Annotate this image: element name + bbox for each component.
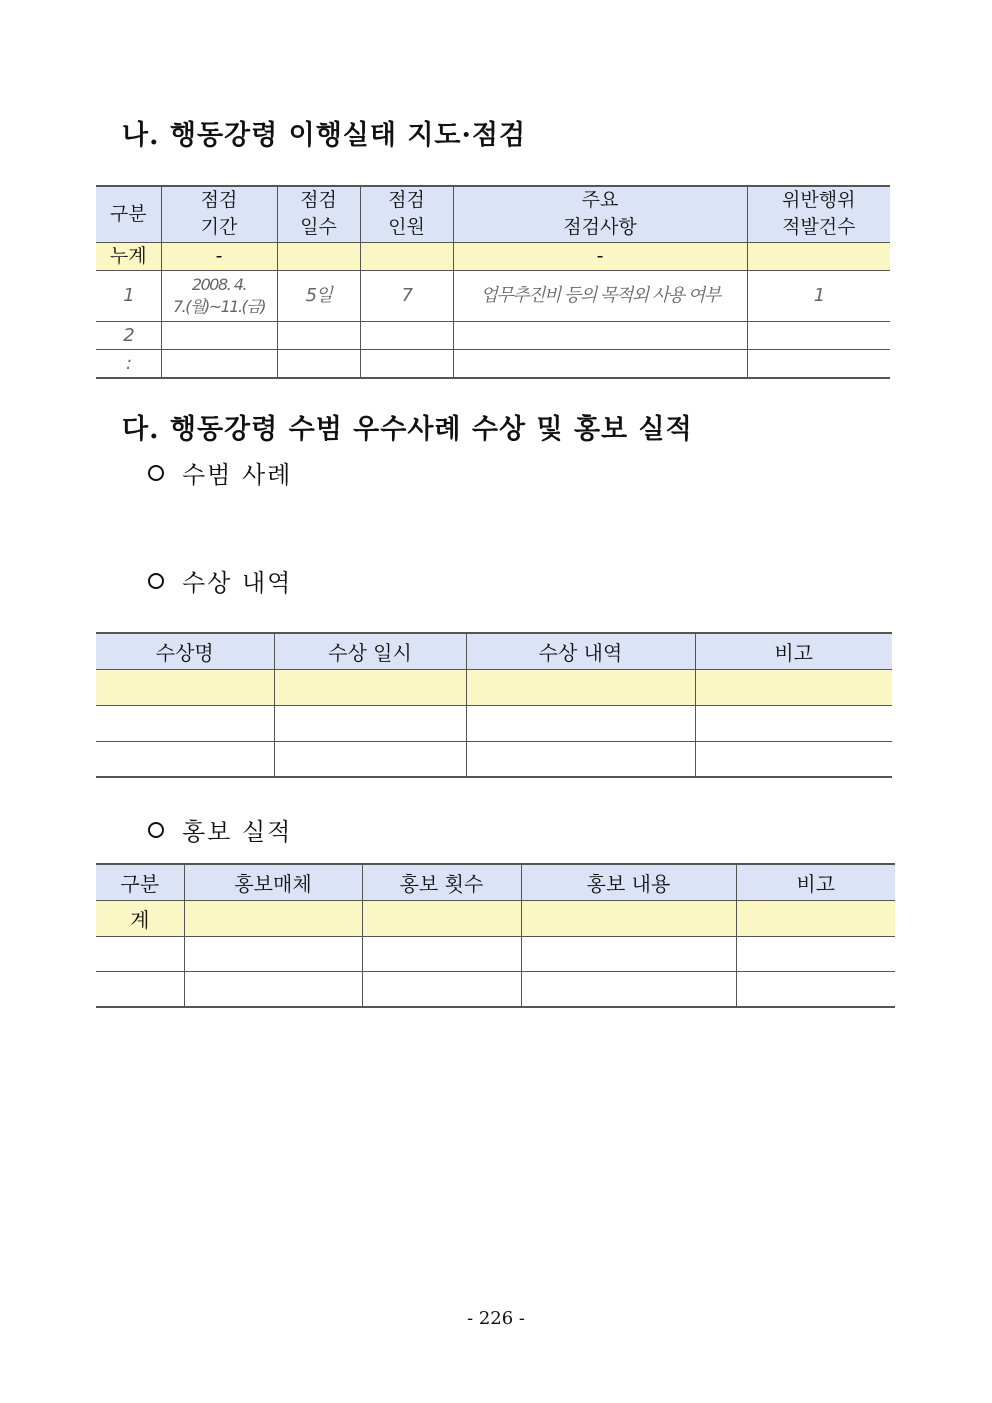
table-cell xyxy=(521,936,736,971)
table-cell xyxy=(184,936,362,971)
table-cell: 계 xyxy=(96,900,184,936)
table-cell xyxy=(362,936,521,971)
header-main-items: 주요 점검사항 xyxy=(453,186,747,242)
table-cell xyxy=(747,321,890,349)
table-cell xyxy=(521,971,736,1007)
header-days: 점검 일수 xyxy=(277,186,360,242)
table-cell xyxy=(277,242,360,270)
table-header-row xyxy=(96,186,890,242)
table-header-row xyxy=(96,633,892,669)
table-cell xyxy=(274,705,466,741)
bullet-label: 홍보 실적 xyxy=(182,818,293,846)
table-cell xyxy=(747,242,890,270)
table-cell xyxy=(736,971,895,1007)
table-cell: - xyxy=(453,242,747,270)
table-cell xyxy=(453,321,747,349)
table-cell xyxy=(274,669,466,705)
table-cell xyxy=(747,349,890,378)
table-row xyxy=(96,936,895,971)
table-cell xyxy=(736,900,895,936)
table-row xyxy=(96,705,892,741)
table-row xyxy=(96,321,890,349)
table-cell: 2 xyxy=(96,321,161,349)
header-remarks: 비고 xyxy=(736,864,895,900)
table-header-row xyxy=(96,864,895,900)
header-staff: 점검 인원 xyxy=(360,186,453,242)
table-cell xyxy=(96,669,274,705)
table-cell xyxy=(695,705,892,741)
bullet-promotion xyxy=(148,812,292,847)
table-cell: : xyxy=(96,349,161,378)
table-cell xyxy=(466,669,695,705)
header-violations: 위반행위 적발건수 xyxy=(747,186,890,242)
table-row xyxy=(96,270,890,321)
header-media: 홍보매체 xyxy=(184,864,362,900)
header-count: 홍보 횟수 xyxy=(362,864,521,900)
inspection-table xyxy=(96,185,890,379)
table-cell: 업무추진비 등의 목적외 사용 여부 xyxy=(453,270,747,321)
table-cell xyxy=(161,349,277,378)
table-cell xyxy=(453,349,747,378)
table-cell xyxy=(274,741,466,777)
table-cell xyxy=(184,900,362,936)
table-cell xyxy=(96,936,184,971)
table-cell xyxy=(695,669,892,705)
table-cell xyxy=(360,321,453,349)
total-row xyxy=(96,242,890,270)
bullet-exemplary xyxy=(148,455,292,490)
table-row xyxy=(96,669,892,705)
table-cell xyxy=(695,741,892,777)
header-category: 구분 xyxy=(96,186,161,242)
awards-table xyxy=(96,632,892,778)
header-award-name: 수상명 xyxy=(96,633,274,669)
header-period: 점검 기간 xyxy=(161,186,277,242)
header-remarks: 비고 xyxy=(695,633,892,669)
table-cell xyxy=(360,349,453,378)
table-row xyxy=(96,741,892,777)
table-cell: 1 xyxy=(96,270,161,321)
section-da-title: 다. 행동강령 수범 우수사례 수상 및 홍보 실적 xyxy=(122,414,693,445)
table-cell xyxy=(277,321,360,349)
table-cell xyxy=(521,900,736,936)
table-cell: 7 xyxy=(360,270,453,321)
section-na-title: 나. 행동강령 이행실태 지도·점검 xyxy=(122,120,527,151)
table-cell xyxy=(96,971,184,1007)
table-cell xyxy=(466,741,695,777)
table-cell: 5일 xyxy=(277,270,360,321)
table-cell xyxy=(184,971,362,1007)
header-content: 홍보 내용 xyxy=(521,864,736,900)
table-cell xyxy=(736,936,895,971)
table-cell xyxy=(362,971,521,1007)
circle-bullet-icon xyxy=(148,573,164,589)
table-cell: - xyxy=(161,242,277,270)
total-row xyxy=(96,900,895,936)
promotion-table xyxy=(96,863,895,1008)
table-cell: 1 xyxy=(747,270,890,321)
table-row xyxy=(96,349,890,378)
table-cell xyxy=(277,349,360,378)
table-cell xyxy=(360,242,453,270)
header-award-date: 수상 일시 xyxy=(274,633,466,669)
bullet-awards xyxy=(148,563,292,598)
table-cell xyxy=(466,705,695,741)
table-cell: 2008. 4. 7.(월)~11.(금) xyxy=(161,270,277,321)
bullet-label: 수범 사례 xyxy=(182,461,293,489)
circle-bullet-icon xyxy=(148,822,164,838)
header-category: 구분 xyxy=(96,864,184,900)
table-cell xyxy=(96,705,274,741)
page-number: - 226 - xyxy=(467,1308,525,1329)
table-row xyxy=(96,971,895,1007)
circle-bullet-icon xyxy=(148,465,164,481)
table-cell xyxy=(96,741,274,777)
bullet-label: 수상 내역 xyxy=(182,569,293,597)
table-cell xyxy=(362,900,521,936)
table-cell xyxy=(161,321,277,349)
header-award-details: 수상 내역 xyxy=(466,633,695,669)
table-cell: 누계 xyxy=(96,242,161,270)
